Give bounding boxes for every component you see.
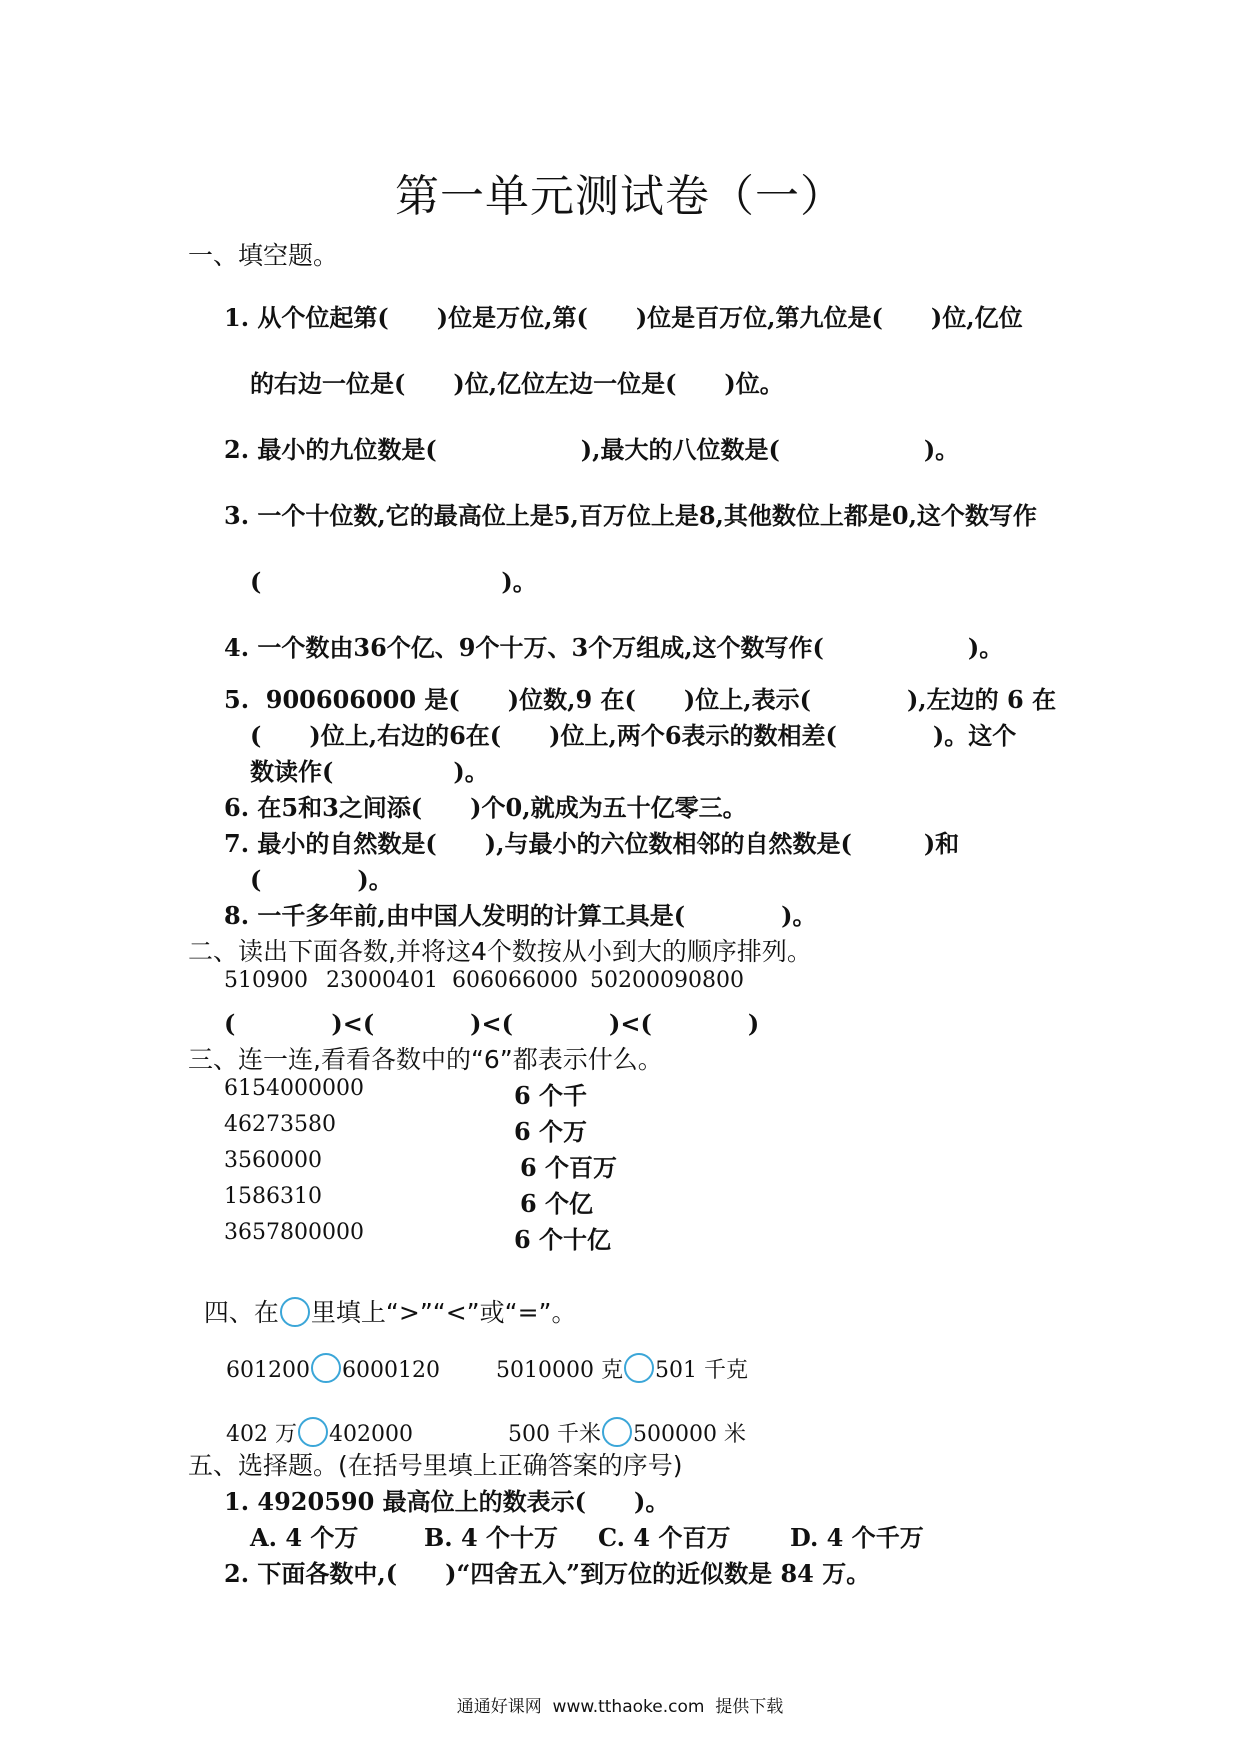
compare-left: 601200 (226, 1358, 310, 1383)
circle-icon (280, 1297, 310, 1327)
section-4-heading-a: 四、在 (203, 1298, 279, 1327)
section-2-heading: 二、读出下面各数,并将这4个数按从小到大的顺序排列。 (188, 937, 812, 966)
question-1-line-2: 的右边一位是( )位,亿位左边一位是( )位。 (250, 369, 784, 398)
choice-option-c: C. 4 个百万 (598, 1523, 731, 1552)
compare-left: 5010000 克 (496, 1358, 623, 1383)
compare-left: 402 万 (226, 1422, 297, 1447)
question-8: 8. 一千多年前,由中国人发明的计算工具是( )。 (224, 901, 817, 930)
number-item: 23000401 (326, 968, 438, 993)
question-6: 6. 在5和3之间添( )个0,就成为五十亿零三。 (224, 793, 747, 822)
question-5-line-2: ( )位上,右边的6在( )位上,两个6表示的数相差( )。这个 (250, 721, 1017, 750)
match-right-item: 6 个万 (514, 1117, 588, 1146)
question-3-line-2: ( )。 (250, 567, 537, 596)
compare-right: 402000 (329, 1422, 413, 1447)
compare-pair-1 (212, 1328, 440, 1383)
compare-pair-4 (494, 1392, 746, 1448)
match-left-item: 3657800000 (224, 1220, 364, 1245)
choice-question-2: 2. 下面各数中,( )“四舍五入”到万位的近似数是 84 万。 (224, 1559, 871, 1588)
number-item: 50200090800 (590, 968, 744, 993)
choice-option-d: D. 4 个千万 (790, 1523, 924, 1552)
question-7-line-2: ( )。 (250, 865, 393, 894)
compare-pair-3 (212, 1392, 413, 1448)
choice-option-a: A. 4 个万 (250, 1523, 359, 1552)
compare-right: 6000120 (341, 1358, 440, 1383)
section-4-heading-b: 里填上“>”“<”或“=”。 (310, 1298, 577, 1327)
question-1-line-1: 1. 从个位起第( )位是万位,第( )位是百万位,第九位是( )位,亿位 (224, 303, 1023, 332)
compare-pair-2 (482, 1328, 748, 1384)
compare-circle-input[interactable] (602, 1417, 632, 1447)
question-2: 2. 最小的九位数是( ),最大的八位数是( )。 (224, 435, 960, 464)
compare-circle-input[interactable] (624, 1353, 654, 1383)
question-3-line-1: 3. 一个十位数,它的最高位上是5,百万位上是8,其他数位上都是0,这个数写作 (224, 501, 1037, 530)
match-right-item: 6 个千 (514, 1081, 588, 1110)
question-5-line-3: 数读作( )。 (250, 757, 489, 786)
compare-left: 500 千米 (508, 1422, 601, 1447)
section-4-heading (188, 1264, 576, 1329)
footer-credit: 通通好课网 www.tthaoke.com 提供下载 (456, 1697, 784, 1717)
question-4: 4. 一个数由36个亿、9个十万、3个万组成,这个数写作( )。 (224, 633, 1004, 662)
compare-circle-input[interactable] (311, 1353, 341, 1383)
choice-option-b: B. 4 个十万 (424, 1523, 559, 1552)
question-7-line-1: 7. 最小的自然数是( ),与最小的六位数相邻的自然数是( )和 (224, 829, 960, 858)
match-left-item: 1586310 (224, 1184, 322, 1209)
compare-right: 500000 米 (633, 1422, 746, 1447)
compare-right: 501 千克 (654, 1358, 748, 1383)
choice-question-1: 1. 4920590 最高位上的数表示( )。 (224, 1487, 670, 1516)
number-item: 510900 (224, 968, 308, 993)
compare-circle-input[interactable] (298, 1417, 328, 1447)
section-1-heading: 一、填空题。 (188, 241, 339, 270)
question-5-line-1: 5. 900606000 是( )位数,9 在( )位上,表示( ),左边的 6 在 (224, 685, 1057, 714)
match-right-item: 6 个亿 (520, 1189, 594, 1218)
match-left-item: 46273580 (224, 1112, 336, 1137)
match-right-item: 6 个百万 (520, 1153, 618, 1182)
match-left-item: 6154000000 (224, 1076, 364, 1101)
section-5-heading: 五、选择题。(在括号里填上正确答案的序号) (188, 1451, 683, 1480)
order-line: ( )<( )<( )<( ) (224, 1009, 760, 1038)
match-left-item: 3560000 (224, 1148, 322, 1173)
match-right-item: 6 个十亿 (514, 1225, 612, 1254)
number-item: 606066000 (452, 968, 578, 993)
page-title: 第一单元测试卷（一） (395, 171, 845, 222)
section-3-heading: 三、连一连,看看各数中的“6”都表示什么。 (188, 1045, 663, 1074)
